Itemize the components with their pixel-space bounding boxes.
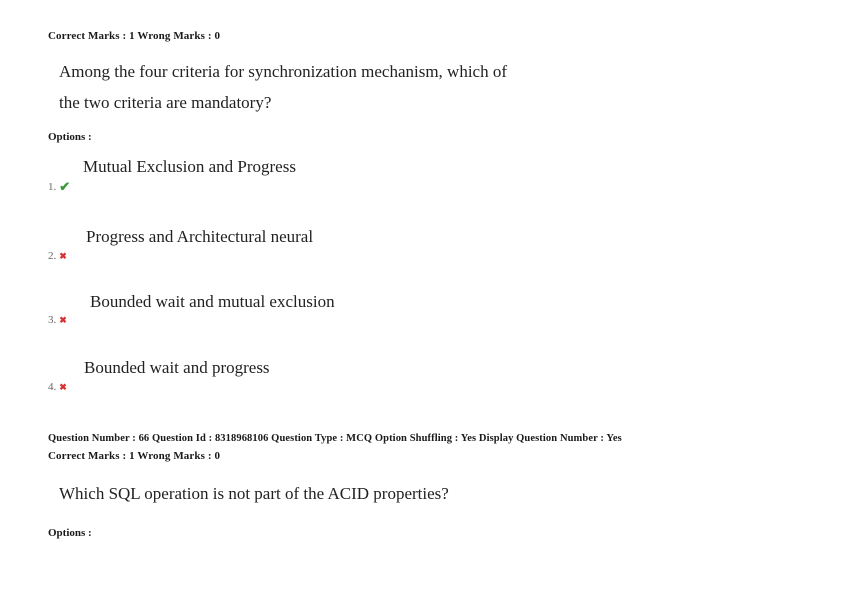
- option-number-label: 1.: [48, 180, 57, 193]
- option-2-text: Progress and Architectural neural: [86, 227, 314, 246]
- cross-icon: ✖: [59, 250, 67, 261]
- marks-info: Correct Marks : 1 Wrong Marks : 0: [48, 30, 221, 42]
- options-label: Options :: [48, 131, 92, 143]
- option-4-text: Bounded wait and progress: [84, 358, 270, 377]
- option-2-number: [48, 250, 67, 262]
- question-text: Which SQL operation is not part of the ACID properties?: [59, 484, 449, 503]
- question-text-line-2: the two criteria are mandatory?: [59, 93, 272, 112]
- options-label: Options :: [48, 527, 92, 539]
- cross-icon: ✖: [59, 381, 67, 392]
- marks-info: Correct Marks : 1 Wrong Marks : 0: [48, 450, 221, 462]
- question-info: Question Number : 66 Question Id : 8318968106 Question Type : MCQ Option Shuffling : Yes Display Question Number : Yes: [48, 433, 622, 444]
- option-1-text: Mutual Exclusion and Progress: [83, 157, 296, 176]
- option-3-number: [48, 314, 67, 326]
- option-3-text: Bounded wait and mutual exclusion: [90, 292, 335, 311]
- check-icon: ✔: [59, 179, 71, 194]
- question-text-line-1: Among the four criteria for synchronization mechanism, which of: [59, 62, 508, 81]
- option-number-label: 4.: [48, 381, 57, 393]
- option-number-label: 2.: [48, 250, 57, 262]
- option-1-number: [48, 180, 70, 193]
- cross-icon: ✖: [59, 314, 67, 325]
- option-number-label: 3.: [48, 314, 57, 326]
- option-4-number: [48, 381, 67, 393]
